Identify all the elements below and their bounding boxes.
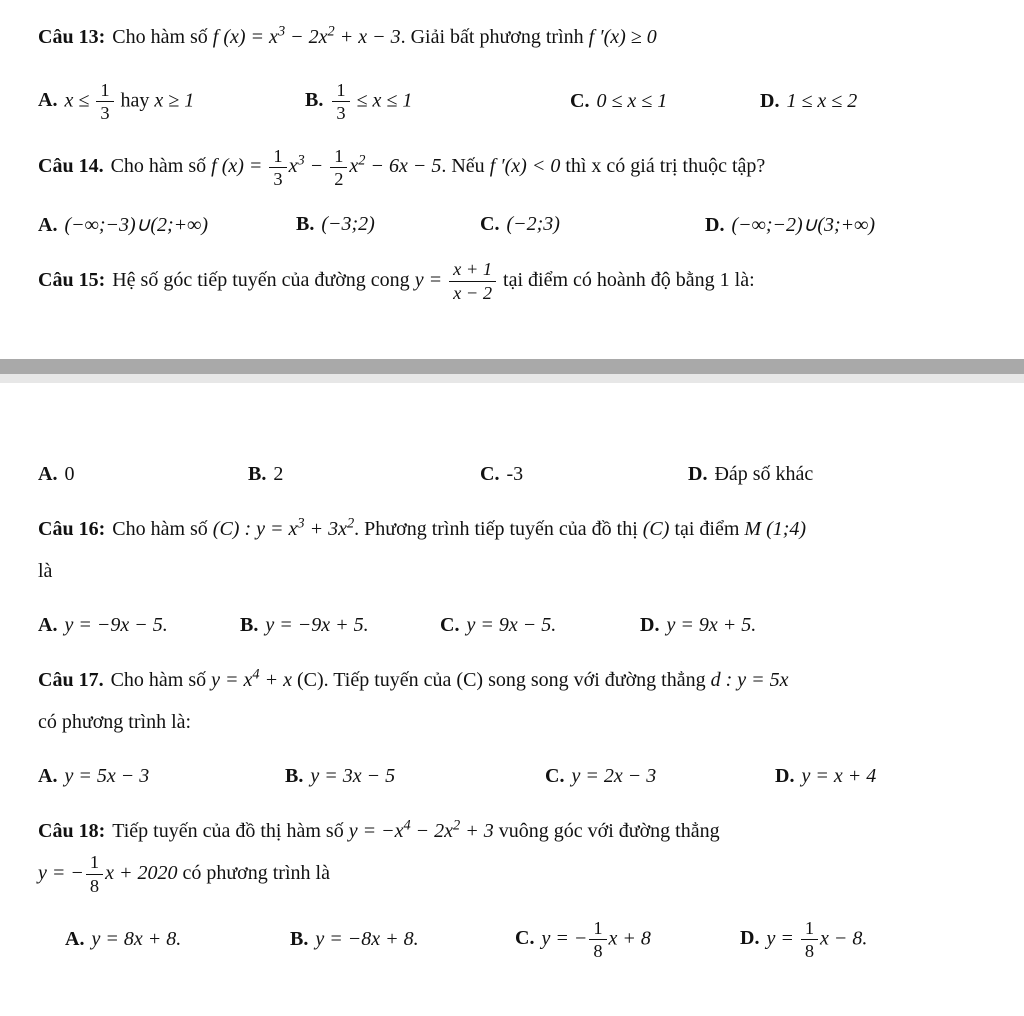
math-expression: y = [766,927,799,950]
text-run: Cho hàm số [110,155,212,178]
divider-dark-band [0,359,1024,374]
option-b [285,765,545,788]
superscript: 3 [277,23,286,40]
option-c [545,765,775,788]
fraction-numerator: 1 [330,146,347,168]
option-letter: B. [296,212,315,235]
text-run: Cho hàm số [112,517,213,540]
math-expression: (−∞;−2)∪(3;+∞) [731,213,876,236]
question-label: Câu 15: [38,268,106,291]
option-b [290,928,515,951]
option-a [38,212,296,237]
text-run: Cho hàm số [110,668,212,691]
text-run: Cho hàm số [112,26,213,48]
option-letter: C. [480,212,500,235]
text-run: . Nếu [441,155,490,178]
text-run: Hệ số góc tiếp tuyến của đường cong [112,268,415,291]
math-expression: − 2x [410,819,454,842]
fraction-numerator: 1 [96,80,113,102]
option-c [570,90,760,113]
option-a [38,765,285,788]
math-expression: ≤ x ≤ 1 [351,89,413,112]
text-run: có phương trình là: [38,710,192,733]
text-run: có phương trình là [177,861,330,884]
option-letter: B. [305,89,324,112]
superscript: 2 [327,23,335,40]
superscript: 3 [297,515,305,532]
fraction-numerator: 1 [801,918,818,940]
text-run: hay [115,89,155,112]
option-letter: D. [640,613,660,636]
option-d [640,614,984,637]
math-expression: (C) [642,517,670,540]
option-d [760,90,984,113]
option-letter: D. [775,764,795,787]
question-label: Câu 18: [38,819,106,842]
math-expression: x − 8. [820,927,868,950]
math-expression: d : y = 5x [710,668,789,691]
option-b [248,463,480,486]
question-q18 [38,810,984,962]
page-break-divider [0,359,1024,383]
text-run: . Giải bất phương trình [400,26,589,48]
option-a [38,463,248,486]
math-expression: y = x + 4 [801,764,877,787]
math-expression: x ≤ [64,89,95,112]
fraction [801,918,818,961]
math-expression: + x − 3 [334,26,401,48]
option-letter: B. [285,764,304,787]
question-stem [38,16,984,58]
fraction-numerator: 1 [269,146,286,168]
option-letter: A. [38,462,58,485]
fraction [86,852,103,895]
superscript: 3 [297,152,305,169]
fraction-numerator: 1 [86,852,103,874]
option-a [38,614,240,637]
text-run: Đáp số khác [714,462,814,485]
math-expression: x + 8 [608,927,651,950]
question-stem [38,659,984,743]
math-expression: y = 3x − 5 [310,764,396,787]
option-letter: A. [38,213,58,236]
option-c [440,614,640,637]
text-run: 2 [273,462,284,485]
option-d [688,463,984,486]
superscript: 4 [252,666,260,683]
fraction [330,146,347,189]
math-expression: − [304,155,329,178]
option-letter: D. [740,927,760,950]
option-letter: D. [705,213,725,236]
math-expression: y = − [38,861,84,884]
option-b [296,213,480,236]
option-d [705,212,984,237]
question-label: Câu 14. [38,155,104,178]
text-run: tại điểm [669,517,745,540]
question-list [38,16,984,961]
option-letter: C. [515,927,535,950]
options-row [38,918,984,961]
math-expression: (−3;2) [321,212,375,235]
option-letter: D. [688,462,708,485]
superscript: 4 [403,817,411,834]
math-expression: − 6x − 5 [365,155,442,178]
superscript: 2 [453,817,461,834]
math-expression: y = [414,268,448,291]
math-expression: y = −9x − 5. [64,613,168,636]
question-label: Câu 13: [38,26,106,48]
question-q14 [38,145,984,236]
math-expression: y = −8x + 8. [315,928,419,951]
text-run: vuông góc với đường thẳng [493,819,720,842]
question-q13 [38,16,984,123]
fraction [449,259,496,302]
option-c [480,463,688,486]
text-run: là [38,559,53,582]
math-expression: y = x [211,668,253,691]
fraction-denominator: 3 [273,169,283,190]
text-run: thì x có giá trị thuộc tập? [560,155,766,178]
question-stem [38,810,984,896]
option-a [38,80,305,123]
math-expression: f ′(x) ≥ 0 [588,26,657,48]
text-run: tại điểm có hoành độ bằng 1 là: [498,268,755,291]
math-expression: f (x) = x [212,26,278,48]
option-b [240,614,440,637]
option-letter: C. [480,462,500,485]
math-expression: f ′(x) < 0 [489,155,561,178]
math-expression: (−2;3) [506,212,560,235]
options-row [38,614,984,637]
option-c [480,213,705,236]
option-d [775,765,984,788]
options-row [38,765,984,788]
fraction-numerator: 1 [589,918,606,940]
math-expression: y = 9x + 5. [666,613,757,636]
fraction-numerator: 1 [332,80,349,102]
math-expression: 1 ≤ x ≤ 2 [786,90,858,113]
text-run: (C). Tiếp tuyến của (C) song song với đường thẳng [291,668,711,691]
option-letter: A. [38,613,58,636]
option-letter: C. [570,90,590,113]
fraction-denominator: 3 [100,103,110,124]
option-letter: D. [760,90,780,113]
math-expression: + x [259,668,292,691]
options-row [38,80,984,123]
option-letter: B. [248,462,267,485]
math-expression: y = 9x − 5. [466,613,557,636]
text-run: Tiếp tuyến của đồ thị hàm số [112,819,349,842]
math-expression: (−∞;−3)∪(2;+∞) [64,213,209,236]
question-label: Câu 17. [38,668,104,691]
option-letter: A. [38,764,58,787]
math-expression: y = 2x − 3 [571,764,657,787]
question-q15 [38,259,984,486]
math-expression: y = 8x + 8. [91,928,182,951]
text-run: 0 [64,462,75,485]
fraction-denominator: 8 [593,941,603,962]
question-stem [38,508,984,592]
fraction-denominator: 3 [336,103,346,124]
superscript: 2 [358,152,366,169]
fraction-denominator: x − 2 [453,282,493,303]
fraction-denominator: 2 [334,169,344,190]
option-c [515,918,740,961]
options-row [38,212,984,237]
option-letter: A. [38,89,58,112]
math-expression: M (1;4) [744,517,807,540]
option-letter: C. [440,613,460,636]
math-expression: − 2x [285,26,328,48]
fraction [332,80,349,123]
text-run: -3 [506,462,524,485]
math-expression: y = − [541,927,588,950]
option-letter: A. [65,928,85,951]
math-expression: x + 2020 [105,861,178,884]
math-expression: + 3x [304,517,347,540]
math-expression: (C) : y = x [212,517,298,540]
fraction [269,146,286,189]
math-expression: x ≥ 1 [154,89,195,112]
math-expression: + 3 [460,819,494,842]
question-q16 [38,508,984,637]
fraction-denominator: 8 [89,875,100,896]
fraction [96,80,113,123]
math-expression: x [349,155,359,178]
option-letter: B. [290,928,309,951]
question-label: Câu 16: [38,517,106,540]
fraction-denominator: 8 [804,941,815,962]
option-b [305,80,570,123]
fraction [589,918,606,961]
math-expression: f (x) = [211,155,268,178]
option-letter: B. [240,613,259,636]
math-expression: y = −9x + 5. [265,613,369,636]
math-expression: y = −x [348,819,404,842]
superscript: 2 [346,515,355,532]
options-row [38,463,984,486]
question-q17 [38,659,984,788]
question-stem [38,145,984,189]
text-run: . Phương trình tiếp tuyến của đồ thị [354,517,643,540]
divider-light-band [0,374,1024,383]
option-a [65,928,290,951]
math-expression: x [288,155,298,178]
fraction-numerator: x + 1 [449,259,496,281]
question-stem [38,259,984,303]
math-expression: 0 ≤ x ≤ 1 [596,90,668,113]
option-letter: C. [545,764,565,787]
option-d [740,918,984,961]
math-expression: y = 5x − 3 [64,764,150,787]
